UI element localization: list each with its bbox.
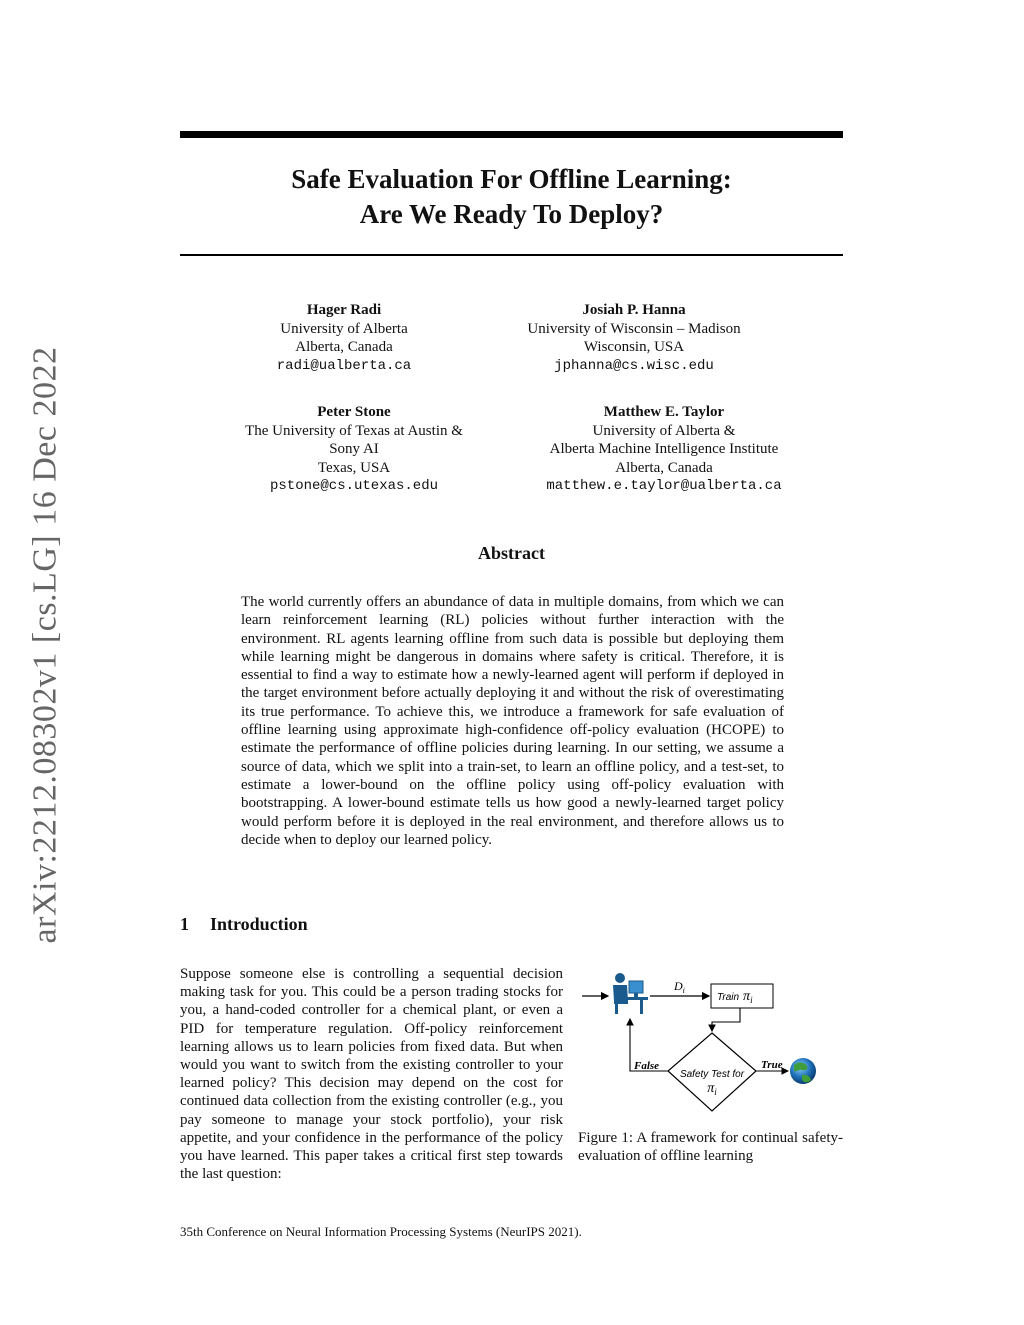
arxiv-stamp: arXiv:2212.08302v1 [cs.LG] 16 Dec 2022 (26, 346, 64, 944)
author-block-radi (244, 301, 444, 375)
author-email: matthew.e.taylor@ualberta.ca (546, 478, 782, 494)
author-affiliation: Alberta, Canada (615, 459, 713, 476)
title-line-1: Safe Evaluation For Offline Learning: (291, 164, 732, 194)
arxiv-stamp-container (10, 346, 80, 944)
train-to-test-arrow (712, 1008, 740, 1031)
author-block-stone (214, 403, 494, 496)
section-heading-introduction (180, 914, 308, 935)
author-block-hanna (494, 301, 774, 375)
author-affiliation: The University of Texas at Austin & (245, 422, 463, 439)
author-email: radi@ualberta.ca (276, 357, 412, 374)
author-affiliation: Wisconsin, USA (583, 339, 685, 355)
author-block-taylor (519, 403, 809, 496)
section-title: Introduction (210, 914, 308, 934)
figure-1-caption: Figure 1: A framework for continual safety-evaluation of offline learning (578, 1130, 843, 1165)
safety-test-policy: $\pi_i$ (707, 1081, 717, 1097)
paper-title (180, 162, 843, 232)
data-label: $D_i$ (674, 979, 685, 995)
section-number: 1 (180, 914, 189, 934)
title-top-rule (180, 131, 843, 138)
author-name: Josiah P. Hanna (582, 302, 686, 318)
conference-footnote: 35th Conference on Neural Information Processing Systems (NeurIPS 2021). (180, 1224, 582, 1239)
author-affiliation: Sony AI (329, 441, 379, 457)
true-label: True (761, 1059, 783, 1071)
figure-1 (578, 967, 843, 1127)
abstract-heading: Abstract (478, 543, 545, 563)
abstract-body: The world currently offers an abundance of data in multiple domains, from which we can learn reinforcement learning (RL) policies without further interaction with the environment. RL agents learning offline from such data is possible but deploying them while learning might be dangerous in domains where safety is critical. Therefore, it is essential to find a way to estimate how a newly-learned agent will perform if deployed in the target environment before actually deploying it and without the risk of overestimating its true performance. To achieve this, we introduce a framework for safe evaluation of offline learning using approximate high-confidence off-policy evaluation (HCOPE) to estimate the performance of offline policies during learning. In our setting, we assume a source of data, which we split into a train-set, to learn an offline policy, and a test-set, to estimate a lower-bound on the offline policy using off-policy evaluation with bootstrapping. A lower-bound estimate tells us how good a newly-learned target policy would perform before it is deployed in the real environment, and therefore allows us to decide when to deploy our learned policy. (241, 594, 784, 848)
train-label: Train πi (717, 989, 753, 1005)
author-name: Matthew E. Taylor (603, 404, 725, 420)
author-email: pstone@cs.utexas.edu (269, 478, 439, 494)
false-label: False (634, 1060, 660, 1072)
author-affiliation: Alberta, Canada (295, 339, 393, 355)
author-affiliation: University of Alberta (280, 320, 408, 337)
title-bottom-rule (180, 254, 843, 256)
introduction-body: Suppose someone else is controlling a sequential decision making task for you. This could be a person trading stocks for you, a hand-coded controller for a chemical plant, or even a PID for temperature regulation. Off-policy reinforcement learning allows us to learn policies from fixed data. But when would you want to switch from the existing controller to your learned policy? This decision may depend on the cost for continued data collection from the existing controller (e.g., you pay someone to manage your stock portfolio), your risk appetite, and your confidence in the performance of the policy you have learned. This paper takes a critical first step towards the last question: (180, 966, 563, 1183)
title-line-2: Are We Ready To Deploy? (359, 199, 664, 229)
figure-1-diagram (578, 967, 843, 1127)
author-affiliation: Texas, USA (317, 459, 391, 476)
person-at-desk-icon (613, 973, 648, 1014)
author-name: Peter Stone (317, 404, 391, 420)
author-affiliation: University of Wisconsin – Madison (527, 320, 741, 337)
author-name: Hager Radi (306, 302, 382, 318)
author-affiliation: University of Alberta & (592, 422, 736, 439)
author-affiliation: Alberta Machine Intelligence Institute (549, 441, 779, 457)
safety-test-label: Safety Test for (679, 1069, 745, 1080)
author-email: jphanna@cs.wisc.edu (554, 357, 714, 374)
globe-icon (790, 1058, 816, 1084)
